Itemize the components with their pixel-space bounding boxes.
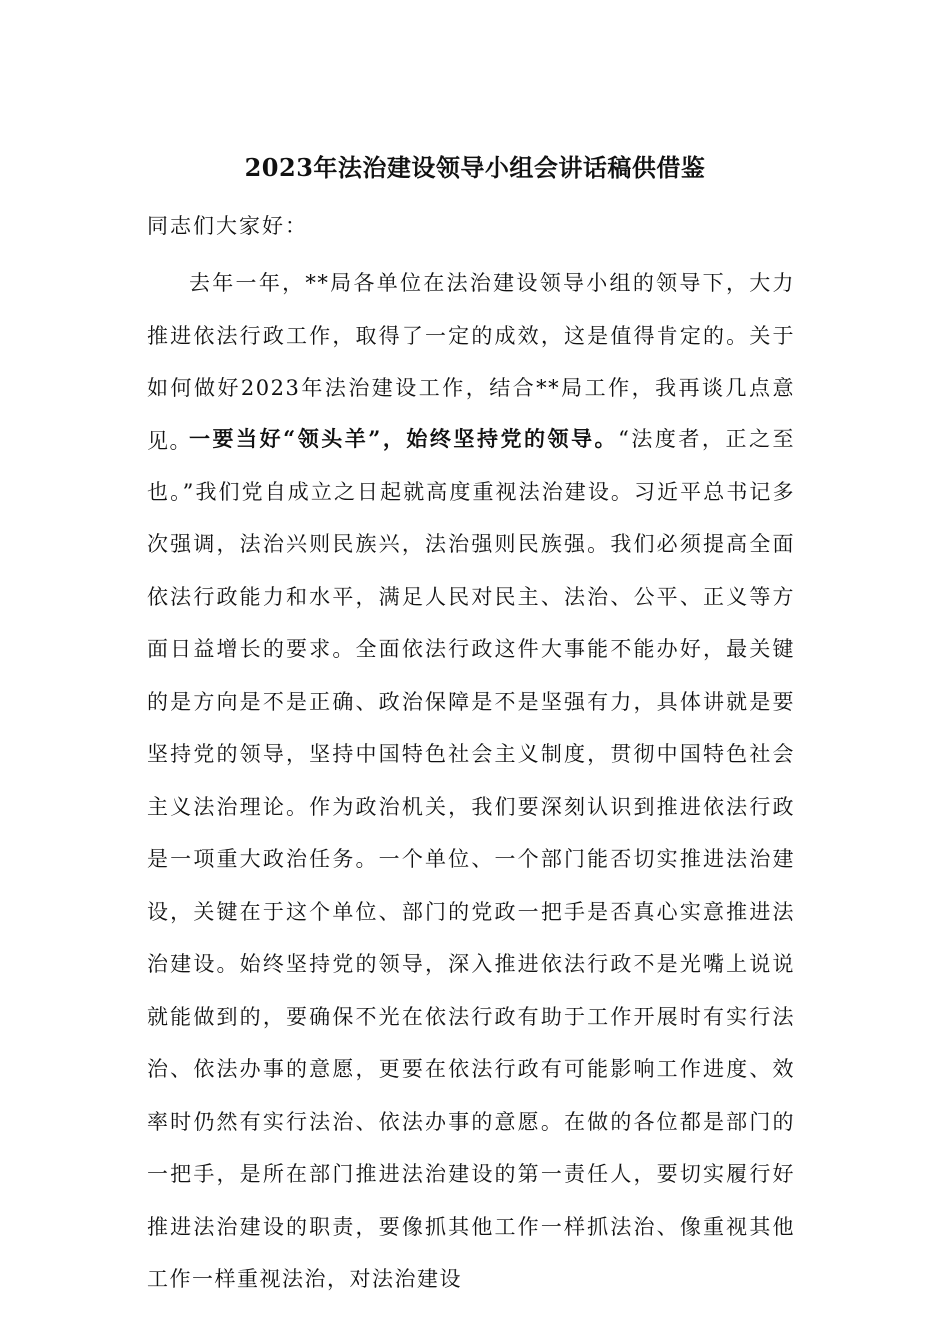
paragraph-2 bbox=[147, 413, 795, 1306]
document-title: 2023年法治建设领导小组会讲话稿供借鉴 bbox=[244, 153, 706, 182]
paragraph-1-text: 去年一年，**局各单位在法治建设领导小组的领导下，大力推进依法行政工作，取得了一定的成效，这是值得肯定的。关于如何做好2023年法治建设工作，结合**局工作，我再谈几点意见。 bbox=[147, 271, 795, 453]
paragraph-2-lead: 一要当好“领头羊”，始终坚持党的领导。 bbox=[189, 426, 619, 451]
paragraph-2-text: “法度者，正之至也。”我们党自成立之日起就高度重视法治建设。习近平总书记多次强调，法治兴则民族兴，法治强则民族强。我们必须提高全面依法行政能力和水平，满足人民对民主、法治、公平、正义等方面日益增长的要求。全面依法行政这件大事能不能办好，最关键的是方向是不是正确、政治保障是不是坚强有力，具体讲就是要坚持党的领导，坚持中国特色社会主义制度，贯彻中国特色社会主义法治理论。作为政治机关，我们要深刻认识到推进依法行政是一项重大政治任务。一个单位、一个部门能否切实推进法治建设，关键在于这个单位、部门的党政一把手是否真心实意推进法治建设。始终坚持党的领导，深入推进依法行政不是光嘴上说说就能做到的，要确保不光在依法行政有助于工作开展时有实行法治、依法办事的意愿，更要在依法行政有可能影响工作进度、效率时仍然有实行法治、依法办事的意愿。在做的各位都是部门的一把手，是所在部门推进法治建设的第一责任人，要切实履行好推进法治建设的职责，要像抓其他工作一样抓法治、像重视其他工作一样重视法治，对法治建设 bbox=[147, 427, 795, 1291]
greeting: 同志们大家好： bbox=[147, 214, 308, 238]
